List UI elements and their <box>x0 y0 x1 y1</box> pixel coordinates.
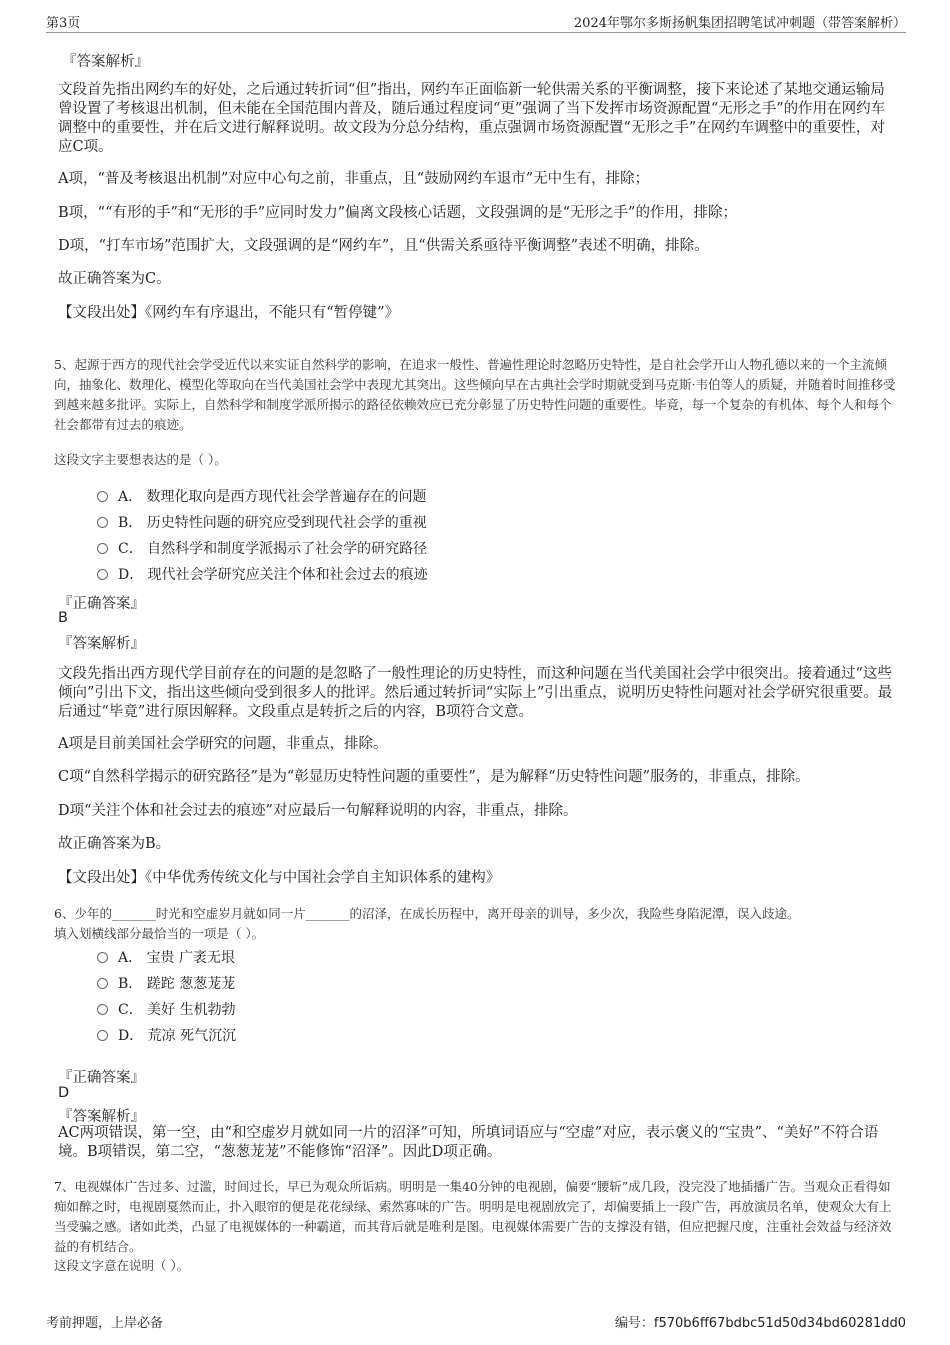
question-6-prompt: 填入划横线部分最恰当的一项是（ ）。 <box>54 926 265 941</box>
analysis-text: 文段先指出西方现代学目前存在的问题的是忽略了一般性理论的历史特性，而这种问题在当代美国社会学中很突出。接着通过“这些倾向”引出下文，指出这些倾向受到很多人的批评。然后通过转折词“实际上”引出重点，说明历史特性问题对社会学研究很重要。最后通过“毕竟”进行原因解释。文段重点是转折之后的内容，B项符合文意。 <box>58 666 893 720</box>
source: 【文段出处】《中华优秀传统文化与中国社会学自主知识体系的建构》 <box>58 870 501 886</box>
radio-icon[interactable] <box>97 491 108 502</box>
option-label: B． 历史特性问题的研究应受到现代社会学的重视 <box>118 515 427 531</box>
radio-icon[interactable] <box>97 1004 108 1015</box>
radio-icon[interactable] <box>97 569 108 580</box>
correct-answer: D <box>58 1085 70 1101</box>
note-option-b: B项，““有形的手”和“无形的手”应同时发力”偏离文段核心话题，文段强调的是“无形之手”的作用，排除； <box>58 205 737 221</box>
footer-slogan: 考前押题，上岸必备 <box>46 1316 164 1331</box>
source: 【文段出处】《网约车有序退出，不能只有“暂停键”》 <box>58 305 400 321</box>
option-label: B． 蹉跎 葱葱茏茏 <box>118 976 236 992</box>
note-option-a: A项是目前美国社会学研究的问题，非重点，排除。 <box>58 736 388 752</box>
option-a[interactable] <box>97 486 427 506</box>
correct-answer-label: 『正确答案』 <box>58 1070 145 1086</box>
question-7-prompt: 这段文字意在说明（ ）。 <box>54 1258 190 1273</box>
question-5-prompt: 这段文字主要想表达的是（ ）。 <box>54 452 227 467</box>
option-b[interactable] <box>97 973 235 993</box>
option-label: D． 荒凉 死气沉沉 <box>118 1028 237 1044</box>
page-header <box>46 12 906 33</box>
note-option-d: D项“关注个体和社会过去的痕迹”对应最后一句解释说明的内容，非重点，排除。 <box>58 803 578 819</box>
document-title: 2024年鄂尔多斯扬帆集团招聘笔试冲刺题（带答案解析） <box>573 16 906 31</box>
option-d[interactable] <box>97 564 428 584</box>
question-6-stem: 6、少年的_______时光和空虚岁月就如同一片_______的沼泽，在成长历程中，离开母亲的训导，多少次，我险些身陷泥潭，误入歧途。 <box>54 906 800 921</box>
analysis-text: AC两项错误，第一空，由“和空虚岁月就如同一片的沼泽”可知，所填词语应与“空虚”对应，表示褒义的“宝贵”、“美好”不符合语境。B项错误，第二空，“葱葱茏茏”不能修饰“沼泽”。因此D项正确。 <box>58 1125 879 1160</box>
option-label: D． 现代社会学研究应关注个体和社会过去的痕迹 <box>118 567 428 583</box>
option-label: A． 数理化取向是西方现代社会学普遍存在的问题 <box>118 489 427 505</box>
radio-icon[interactable] <box>97 517 108 528</box>
radio-icon[interactable] <box>97 978 108 989</box>
correct-answer: B <box>58 610 68 626</box>
note-option-d: D项，“打车市场”范围扩大，文段强调的是“网约车”，且“供需关系亟待平衡调整”表述不明确，排除。 <box>58 238 709 254</box>
radio-icon[interactable] <box>97 543 108 554</box>
page-number: 第3页 <box>46 16 81 31</box>
option-label: C． 自然科学和制度学派揭示了社会学的研究路径 <box>118 541 428 557</box>
analysis-label: 『答案解析』 <box>62 54 149 70</box>
option-c[interactable] <box>97 538 427 558</box>
option-b[interactable] <box>97 512 427 532</box>
question-7-stem: 7、电视媒体广告过多、过滥，时间过长，早已为观众所诟病。明明是一集40分钟的电视剧，偏要“腰斩”成几段，没完没了地插播广告。当观众正看得如痴如醉之时，电视剧戛然而止，扑入眼帘的便是花花绿绿、索然寡味的广告。明明是电视剧放完了，却偏要插上一段广告，再放演员名单，使观众大有上当受骗之感。诸如此类，凸显了电视媒体的一种霸道，而其背后就是唯利是图。电视媒体需要广告的支撑没有错，但应把握尺度，注重社会效益与经济效益的有机结合。 <box>54 1179 892 1254</box>
option-d[interactable] <box>97 1025 236 1045</box>
question-5-stem: 5、起源于西方的现代社会学受近代以来实证自然科学的影响，在追求一般性、普遍性理论时忽略历史特性，是自社会学开山人物孔德以来的一个主流倾向，抽象化、数理化、模型化等取向在当代美国社会学中表现尤其突出。这些倾向早在古典社会学时期就受到马克斯·韦伯等人的质疑，并随着时间推移受到越来越多批评。实际上，自然科学和制度学派所揭示的路径依赖效应已充分彰显了历史特性问题的重要性。毕竟，每一个复杂的有机体、每个人和每个社会都带有过去的痕迹。 <box>54 357 896 432</box>
option-c[interactable] <box>97 999 236 1019</box>
document-id: 编号：f570b6ff67bdbc51d50d34bd60281dd0 <box>614 1316 906 1331</box>
analysis-label: 『答案解析』 <box>58 636 145 652</box>
note-option-c: C项“自然科学揭示的研究路径”是为“彰显历史特性问题的重要性”，是为解释“历史特性问题”服务的，非重点，排除。 <box>58 769 810 785</box>
radio-icon[interactable] <box>97 1030 108 1041</box>
option-label: C． 美好 生机勃勃 <box>118 1002 236 1018</box>
option-a[interactable] <box>97 947 235 967</box>
analysis-label: 『答案解析』 <box>58 1109 145 1125</box>
option-label: A． 宝贵 广袤无垠 <box>118 950 236 966</box>
note-option-a: A项，“普及考核退出机制”对应中心句之前，非重点，且“鼓励网约车退市”无中生有，排除； <box>58 171 650 187</box>
analysis-text: 文段首先指出网约车的好处，之后通过转折词“但”指出，网约车正面临新一轮供需关系的平衡调整，接下来论述了某地交通运输局曾设置了考核退出机制，但未能在全国范围内普及，随后通过程度词“更”强调了当下发挥市场资源配置“无形之手”的作用在网约车调整中的重要性，并在后文进行解释说明。故文段为分总分结构，重点强调市场资源配置“无形之手”在网约车调整中的重要性，对应C项。 <box>58 82 886 155</box>
radio-icon[interactable] <box>97 952 108 963</box>
conclusion: 故正确答案为C。 <box>58 271 171 287</box>
correct-answer-label: 『正确答案』 <box>58 596 145 612</box>
conclusion: 故正确答案为B。 <box>58 836 171 852</box>
